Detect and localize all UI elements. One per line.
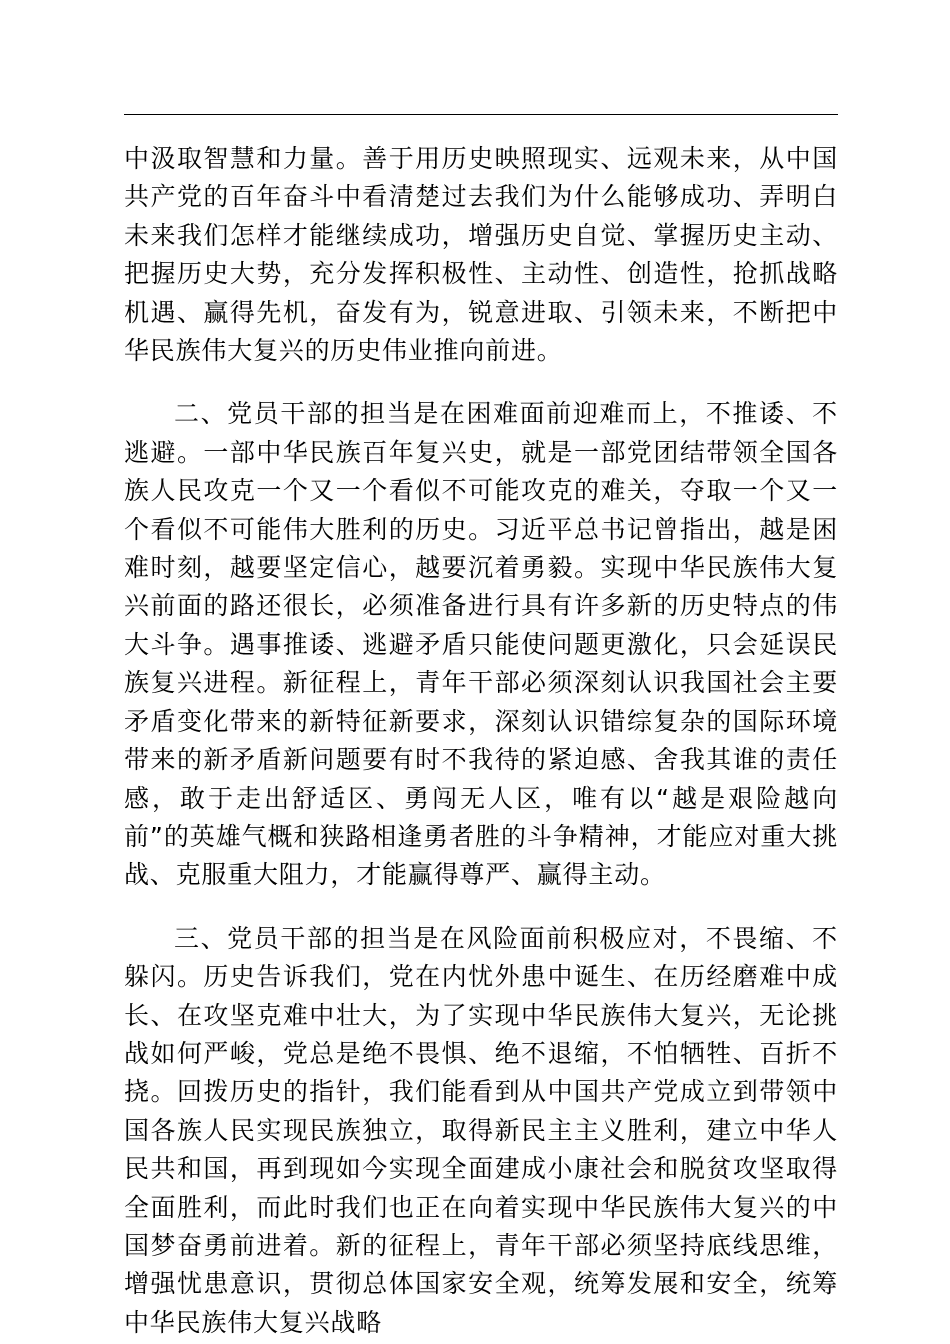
paragraph-continuation: 中汲取智慧和力量。善于用历史映照现实、远观未来，从中国共产党的百年奋斗中看清楚过去我们为什么能够成功、弄明白未来我们怎样才能继续成功，增强历史自觉、掌握历史主动、把握历史大势，充分发挥积极性、主动性、创造性，抢抓战略机遇、赢得先机，奋发有为，锐意进取、引领未来，不断把中华民族伟大复兴的历史伟业推向前进。 (124, 144, 838, 366)
paragraph-section-two: 二、党员干部的担当是在困难面前迎难而上，不推诿、不逃避。一部中华民族百年复兴史，就是一部党团结带领全国各族人民攻克一个又一个看似不可能攻克的难关，夺取一个又一个看似不可能伟大胜利的历史。习近平总书记曾指出，越是困难时刻，越要坚定信心，越要沉着勇毅。实现中华民族伟大复兴前面的路还很长，必须准备进行具有许多新的历史特点的伟大斗争。遇事推诿、逃避矛盾只能使问题更激化，只会延误民族复兴进程。新征程上，青年干部必须深刻认识我国社会主要矛盾变化带来的新特征新要求，深刻认识错综复杂的国际环境带来的新矛盾新问题要有时不我待的紧迫感、舍我其谁的责任感，敢于走出舒适区、勇闯无人区，唯有以“越是艰险越向前”的英雄气概和狭路相逢勇者胜的斗争精神，才能应对重大挑战、克服重大阻力，才能赢得尊严、赢得主动。 (124, 399, 838, 890)
body-text (124, 140, 838, 1342)
paragraph-section-three: 三、党员干部的担当是在风险面前积极应对，不畏缩、不躲闪。历史告诉我们，党在内忧外患中诞生、在历经磨难中成长、在攻坚克难中壮大，为了实现中华民族伟大复兴，无论挑战如何严峻，党总是绝不畏惧、绝不退缩，不怕牺牲、百折不挠。回拨历史的指针，我们能看到从中国共产党成立到带领中国各族人民实现民族独立，取得新民主主义胜利，建立中华人民共和国，再到现如今实现全面建成小康社会和脱贫攻坚取得全面胜利，而此时我们也正在向着实现中华民族伟大复兴的中国梦奋勇前进着。新的征程上，青年干部必须坚持底线思维，增强忧患意识，贯彻总体国家安全观，统筹发展和安全，统筹中华民族伟大复兴战略 (124, 923, 838, 1337)
header-rule (124, 114, 838, 115)
